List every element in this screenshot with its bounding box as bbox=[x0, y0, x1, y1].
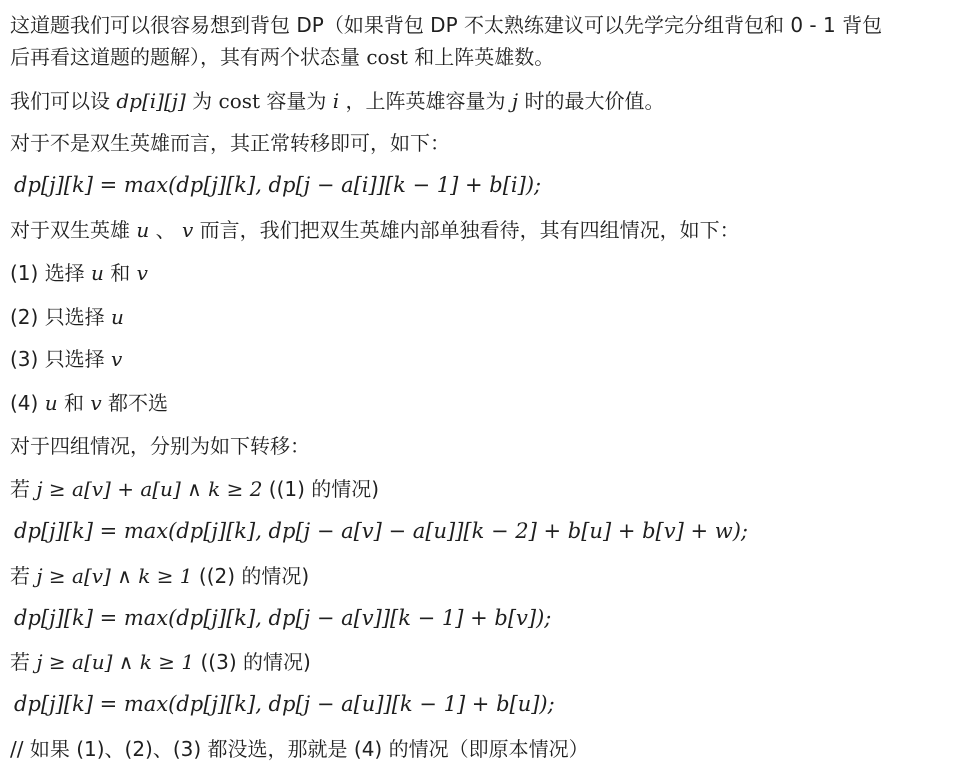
case-2-line bbox=[10, 302, 952, 332]
case-note-3: ((3) 的情况) bbox=[200, 650, 311, 674]
intro-line-2 bbox=[10, 42, 952, 72]
math-j: j bbox=[511, 89, 519, 113]
case-4-suffix: 都不选 bbox=[107, 391, 168, 415]
intro-text-2b: 和上阵英雄数。 bbox=[414, 45, 555, 69]
define-text-e: 时的最大价值。 bbox=[524, 89, 665, 113]
math-cost: cost bbox=[366, 45, 408, 69]
math-v: v bbox=[90, 391, 102, 415]
math-cond-3: j ≥ a[u] ∧ k ≥ 1 bbox=[36, 650, 195, 674]
case-1-mid: 和 bbox=[110, 261, 131, 285]
math-u: u bbox=[136, 218, 150, 242]
case-1-prefix: (1) 选择 bbox=[10, 261, 85, 285]
ruo-label: 若 bbox=[10, 477, 30, 501]
define-text-a: 我们可以设 bbox=[10, 89, 110, 113]
transfer-1-formula-line bbox=[14, 516, 952, 546]
case-4-line bbox=[10, 388, 952, 418]
math-u: u bbox=[91, 261, 104, 285]
transfer-2-cond-line bbox=[10, 561, 952, 591]
math-cond-2: j ≥ a[v] ∧ k ≥ 1 bbox=[36, 564, 193, 588]
math-i: i bbox=[332, 89, 340, 113]
case-note-1: ((1) 的情况) bbox=[268, 477, 380, 501]
math-formula-normal: dp[j][k] = max(dp[j][k], dp[j − a[i]][k − 1] + b[i]); bbox=[14, 173, 542, 197]
case-3-line bbox=[10, 344, 952, 374]
case-3-prefix: (3) 只选择 bbox=[10, 347, 105, 371]
ruo-label: 若 bbox=[10, 564, 30, 588]
case-4-mid: 和 bbox=[63, 391, 84, 415]
math-u: u bbox=[111, 305, 124, 329]
transfer-3-cond-line bbox=[10, 647, 952, 677]
normal-formula-line bbox=[14, 170, 952, 200]
normal-text-line bbox=[10, 128, 952, 158]
define-text-c: 容量为 bbox=[266, 89, 327, 113]
footer-comment: // 如果 (1)、(2)、(3) 都没选，那就是 (4) 的情况（即原本情况） bbox=[10, 737, 589, 761]
case-note-2: ((2) 的情况) bbox=[198, 564, 310, 588]
math-formula-3: dp[j][k] = max(dp[j][k], dp[j − a[u]][k − 1] + b[u]); bbox=[14, 692, 555, 716]
intro-text-2a: 后再看这道题的题解），其有两个状态量 bbox=[10, 45, 360, 69]
intro-line-1 bbox=[10, 10, 952, 40]
math-u: u bbox=[44, 391, 58, 415]
normal-text: 对于不是双生英雄而言，其正常转移即可，如下： bbox=[10, 131, 450, 155]
math-formula-1: dp[j][k] = max(dp[j][k], dp[j − a[v] − a[u]][k − 2] + b[u] + b[v] + w); bbox=[14, 519, 748, 543]
case-4-prefix: (4) bbox=[10, 391, 39, 415]
ruo-label: 若 bbox=[10, 650, 30, 674]
twin-text-b: 而言，我们把双生英雄内部单独看待，其有四组情况，如下： bbox=[199, 218, 740, 242]
transfer-3-formula-line bbox=[14, 689, 952, 719]
math-formula-2: dp[j][k] = max(dp[j][k], dp[j − a[v]][k − 1] + b[v]); bbox=[14, 606, 552, 630]
footer-comment-line bbox=[10, 734, 952, 764]
case-2-prefix: (2) 只选择 bbox=[10, 305, 105, 329]
twin-text-a: 对于双生英雄 bbox=[10, 218, 130, 242]
define-text-b: 为 bbox=[192, 89, 213, 113]
math-v: v bbox=[136, 261, 148, 285]
twin-sep: 、 bbox=[155, 218, 176, 242]
math-v: v bbox=[111, 347, 123, 371]
transfer-2-formula-line bbox=[14, 603, 952, 633]
intro-text-1: 这道题我们可以很容易想到背包 DP（如果背包 DP 不太熟练建议可以先学完分组背包和 0 - 1 背包 bbox=[10, 13, 883, 37]
define-text-d: ，上阵英雄容量为 bbox=[345, 89, 506, 113]
twin-line bbox=[10, 215, 952, 245]
define-line bbox=[10, 86, 952, 116]
math-v: v bbox=[181, 218, 194, 242]
math-cond-1: j ≥ a[v] + a[u] ∧ k ≥ 2 bbox=[36, 477, 263, 501]
transfer-1-cond-line bbox=[10, 474, 952, 504]
math-dp-ij: dp[i][j] bbox=[116, 89, 186, 113]
math-cost: cost bbox=[218, 89, 261, 113]
transfer-intro-line bbox=[10, 431, 952, 461]
transfer-intro: 对于四组情况，分别为如下转移： bbox=[10, 434, 310, 458]
case-1-line bbox=[10, 258, 952, 288]
